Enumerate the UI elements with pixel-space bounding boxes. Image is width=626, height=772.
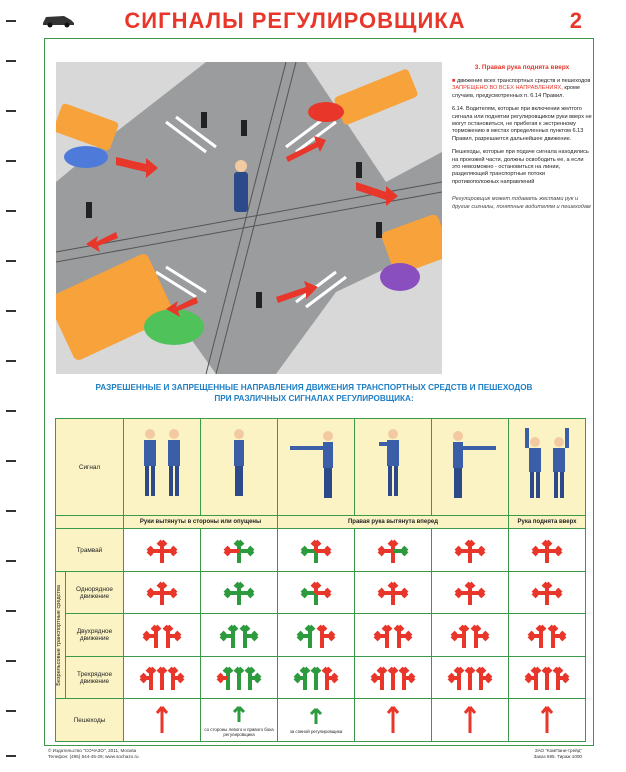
- footer-order: Заказ 695. Тираж 1000: [533, 754, 582, 759]
- rules-para-614: 6.14. Водителям, которые при включении желтого сигнала или поднятии регулировщиком руки вверх не могут остановиться, не прибегая к экстренному торможению в местах определенных пунктом 6.13 Правил, разрешается дальнейшее движение.: [452, 106, 592, 142]
- arrow-cell: [278, 614, 355, 657]
- table-title-line2: ПРИ РАЗЛИЧНЫХ СИГНАЛАХ РЕГУЛИРОВЩИКА:: [214, 394, 414, 403]
- arrow-cell: [124, 614, 201, 657]
- footer-right: [534, 748, 582, 760]
- caption-arm-up: Рука поднята вверх: [509, 516, 586, 529]
- arrow-cell: [355, 571, 432, 614]
- table-title: [64, 382, 564, 404]
- arrow-cell: [201, 614, 278, 657]
- page-title: СИГНАЛЫ РЕГУЛИРОВЩИКА: [124, 8, 466, 33]
- table-title-line1: РАЗРЕШЕННЫЕ И ЗАПРЕЩЕННЫЕ НАПРАВЛЕНИЯ ДВИЖЕНИЯ ТРАНСПОРТНЫХ СРЕДСТВ И ПЕШЕХОДОВ: [95, 383, 533, 392]
- caption-right-arm-forward: Правая рука вытянута вперед: [278, 516, 509, 529]
- arrow-cell: [432, 699, 509, 742]
- arrow-cell: [509, 571, 586, 614]
- signals-table: [55, 418, 586, 742]
- intersection-illustration: [56, 62, 442, 374]
- arrow-cell: [201, 529, 278, 572]
- arrow-cell: [278, 571, 355, 614]
- rules-bullet: ■ движение всех транспортных средств и пешеходов ЗАПРЕЩЕНО ВО ВСЕХ НАПРАВЛЕНИЯХ, кроме случаев, предусмотренных п. 6.14 Правил.: [452, 78, 591, 99]
- officer-figure-front: [124, 419, 201, 516]
- pedestrian-note-back: за спиной регулировщика: [289, 729, 343, 735]
- row-label-three-lane: Трехрядное движение: [66, 656, 124, 699]
- arrow-cell: [201, 656, 278, 699]
- arrow-cell: [509, 656, 586, 699]
- arrow-cell: [201, 699, 278, 742]
- arrow-cell: [278, 699, 355, 742]
- arrow-cell: [124, 656, 201, 699]
- rules-bullet-tail: кроме случаев, предусмотренных п. 6.14 Правил.: [452, 85, 580, 99]
- binder-holes: [6, 0, 18, 772]
- arrow-cell: [278, 529, 355, 572]
- row-single-lane: [56, 571, 586, 614]
- footer-left: [48, 748, 139, 760]
- rules-panel: [452, 64, 592, 374]
- arrow-cell: [355, 656, 432, 699]
- caption-arms-sideways: Руки вытянуты в стороны или опущены: [124, 516, 278, 529]
- officer-figure-arm-forward-right: [432, 419, 509, 516]
- footer-publisher: © Издательство "СОЧАЗО", 2011, Москва: [48, 748, 137, 753]
- arrow-cell: [355, 614, 432, 657]
- arrow-cell: [355, 699, 432, 742]
- officer-figure-arm-forward-front: [355, 419, 432, 516]
- arrow-cell: [509, 529, 586, 572]
- officer-figure-arm-forward-left: [278, 419, 355, 516]
- row-pedestrians: [56, 699, 586, 742]
- arrow-cell: [124, 571, 201, 614]
- signal-figures-row: [56, 419, 586, 516]
- row-label-pedestrians: Пешеходы: [56, 699, 124, 742]
- arrow-cell: [201, 571, 278, 614]
- rules-heading: 3. Правая рука поднята вверх: [474, 64, 570, 71]
- page-number: 2: [569, 8, 582, 33]
- footer-phone: Телефон: (495) 644-45-29; www.sochazo.ru: [48, 754, 139, 759]
- arrow-cell: [355, 529, 432, 572]
- arrow-cell: [432, 529, 509, 572]
- officer-figure-arm-up: [509, 419, 586, 516]
- row-label-two-lane: Двухрядное движение: [66, 614, 124, 657]
- footer-printer: ЗАО "КомПани-трейд": [534, 748, 582, 753]
- arrow-cell: [124, 699, 201, 742]
- arrow-cell: [509, 614, 586, 657]
- row-label-single-lane: Однорядное движение: [66, 571, 124, 614]
- row-tram: [56, 529, 586, 572]
- row-label-tram: Трамвай: [56, 529, 124, 572]
- arrow-cell: [509, 699, 586, 742]
- side-label-trackless: Безрельсовые транспортные средства: [56, 584, 62, 686]
- signal-label: Сигнал: [56, 419, 124, 516]
- signal-captions-row: [56, 516, 586, 529]
- rules-bullet-red: ЗАПРЕЩЕНО ВО ВСЕХ НАПРАВЛЕНИЯХ,: [452, 85, 563, 92]
- row-two-lane: [56, 614, 586, 657]
- pedestrian-note-sides: со стороны левого и правого бока регулировщика: [204, 726, 274, 737]
- row-three-lane: [56, 656, 586, 699]
- rules-note: Регулировщик может подавать жестами рук и другие сигналы, понятные водителям и пешеходам: [452, 196, 591, 210]
- rules-para-pedestrians: Пешеходы, которые при подаче сигнала находились на проезжей части, должны освободить ее, а если это невозможно - остановиться на линии, разделяющей транспортные потоки противоположных направлений: [452, 149, 589, 185]
- rules-bullet-text: движение всех транспортных средств и пешеходов: [456, 78, 591, 84]
- arrow-cell: [278, 656, 355, 699]
- arrow-cell: [432, 656, 509, 699]
- arrow-cell: [432, 571, 509, 614]
- arrow-cell: [124, 529, 201, 572]
- arrow-cell: [432, 614, 509, 657]
- officer-figure-side: [201, 419, 278, 516]
